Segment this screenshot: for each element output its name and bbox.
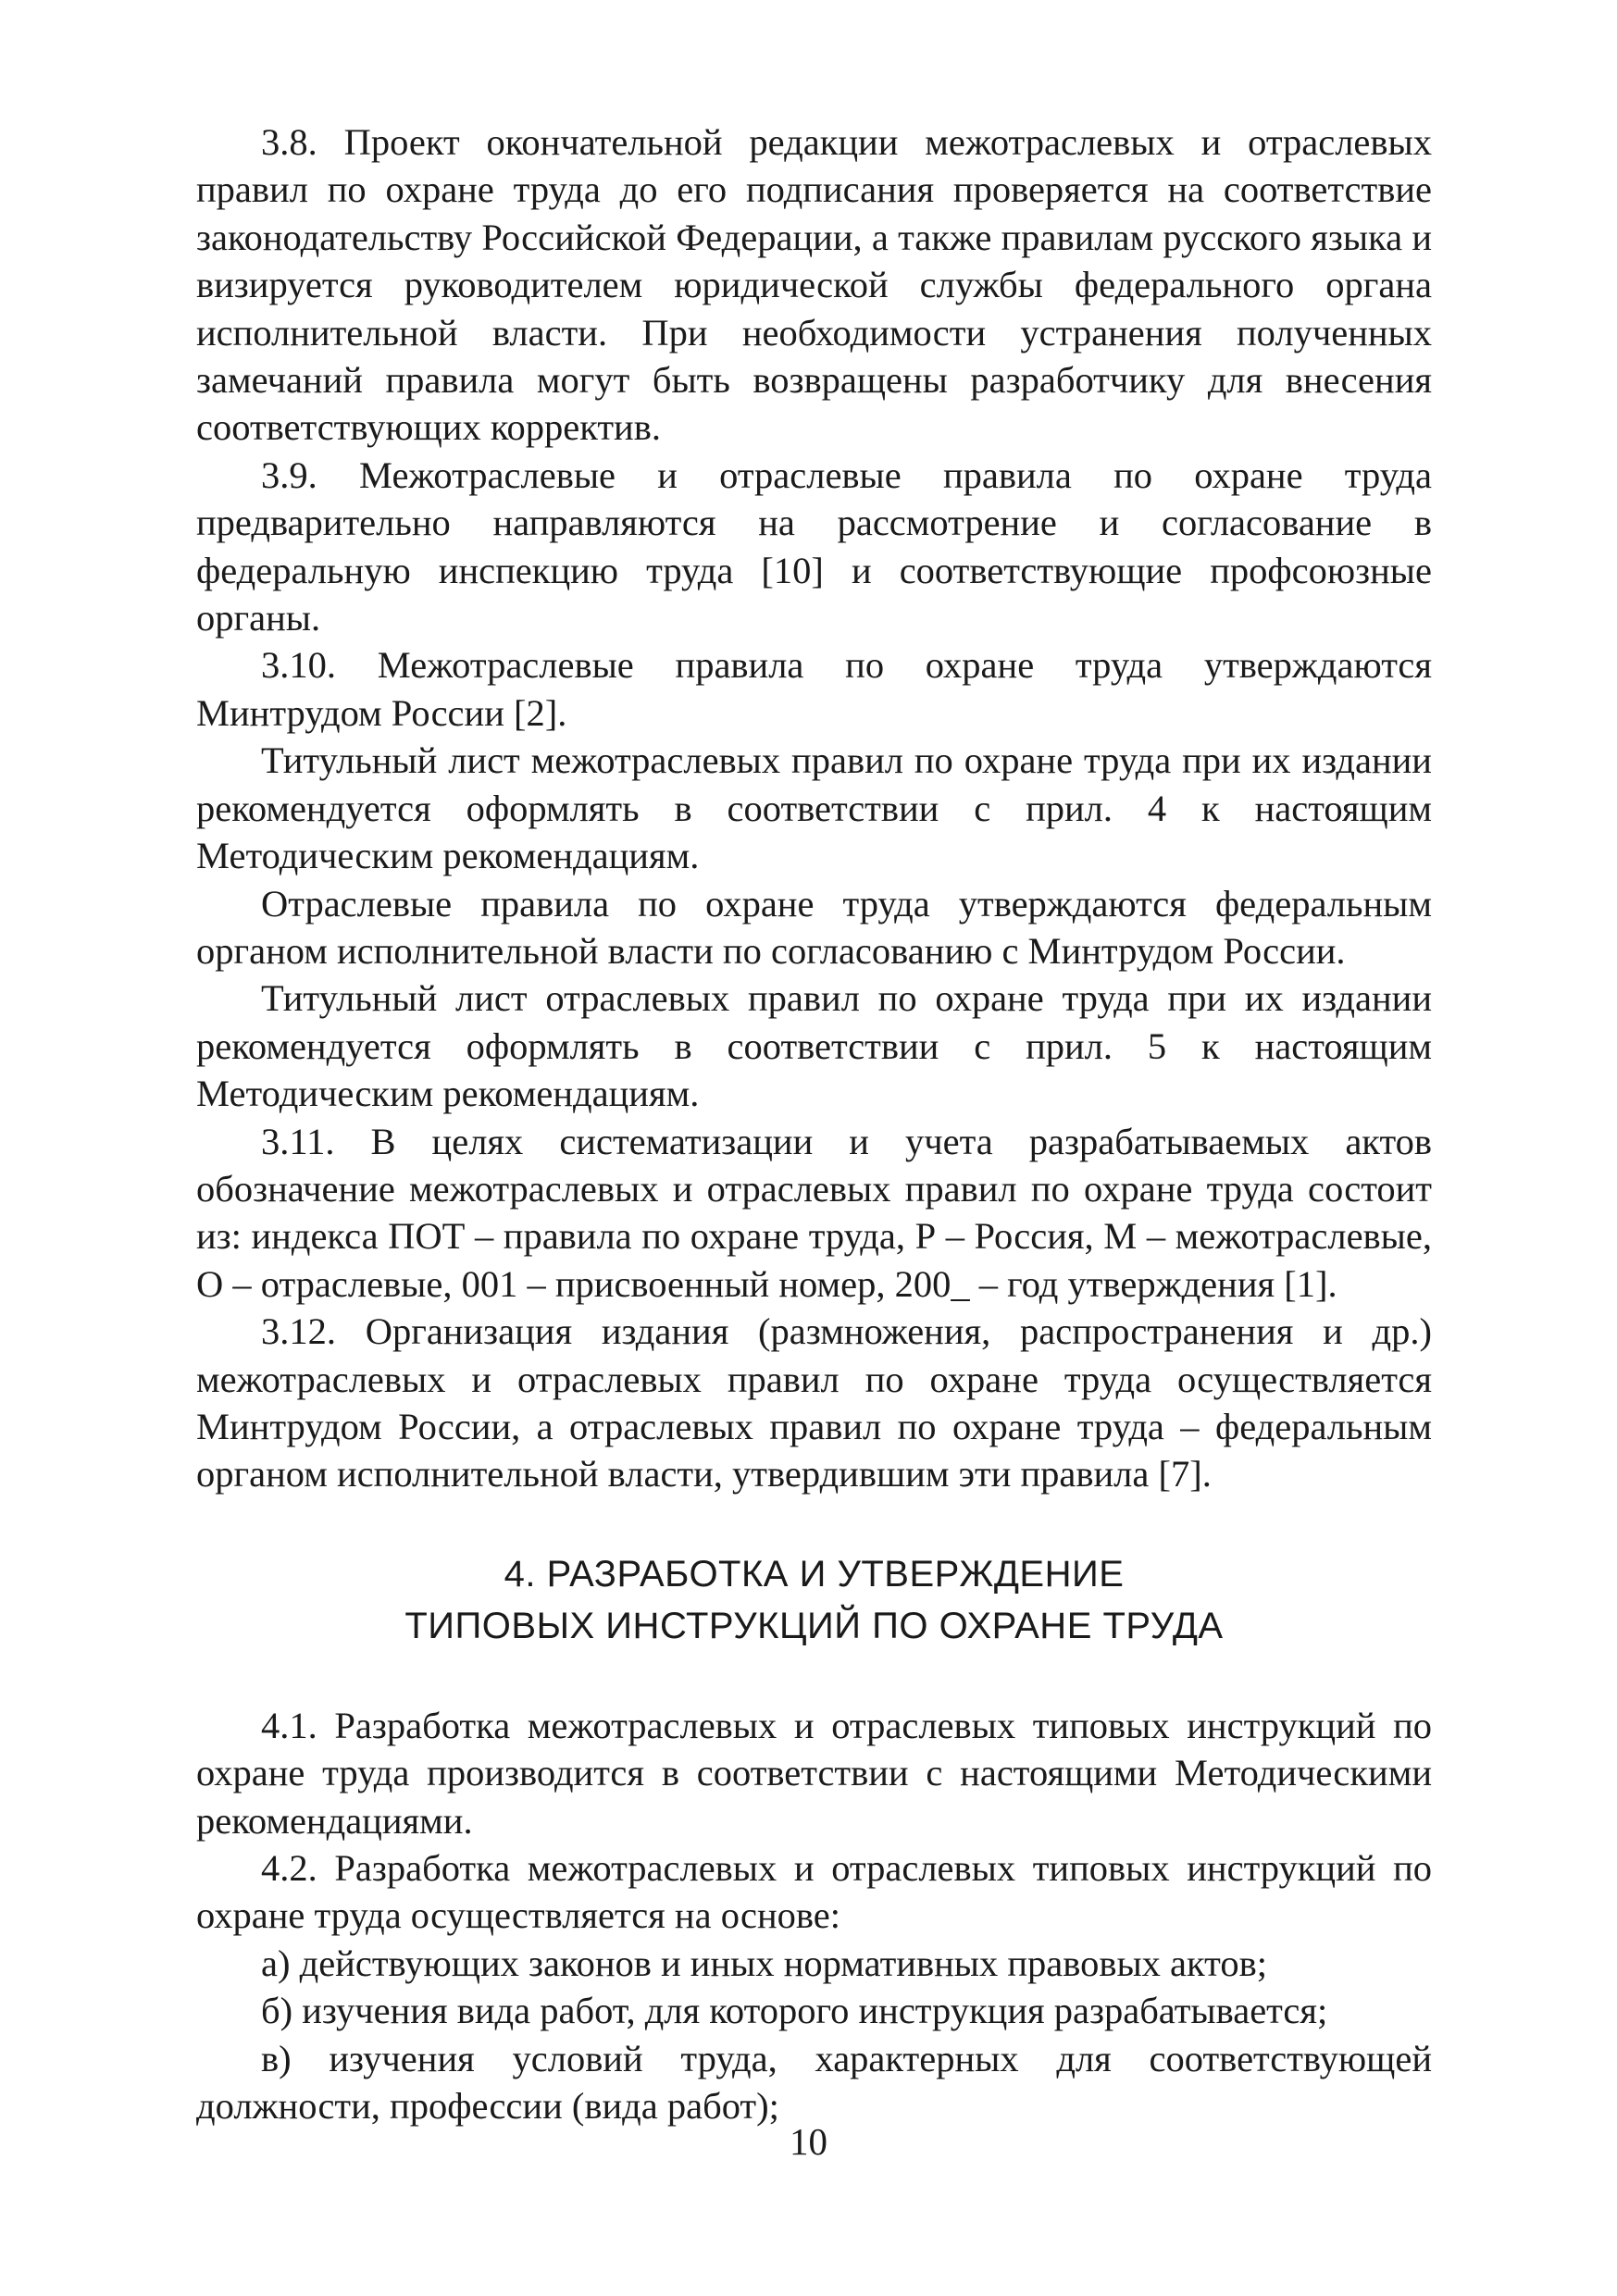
paragraph-sectoral-approval: Отраслевые правила по охране труда утверждаются федеральным органом исполнительной власти по согласованию с Минтрудом России. (196, 882, 1432, 972)
paragraph-3-9: 3.9. Межотраслевые и отраслевые правила по охране труда предварительно направляются на рассмотрение и согласование в федеральную инспекцию труда [10] и соответствующие профсоюзные органы. (196, 453, 1432, 639)
paragraph-title-sheet-intersectoral: Титульный лист межотраслевых правил по охране труда при их издании рекомендуется оформлять в соответствии с прил. 4 к настоящим Методическим рекомендациям. (196, 739, 1432, 877)
list-item-a: а) действующих законов и иных нормативных правовых актов; (261, 1942, 1267, 1984)
paragraph-3-11: 3.11. В целях систематизации и учета разрабатываемых актов обозначение межотраслевых и отраслевых правил по охране труда состоит из: индекса ПОТ – правила по охране труда, Р – Россия, М – межотраслевые, О – отраслевые, 001 – присвоенный номер, 200_ – год утверждения [1]. (196, 1120, 1432, 1305)
section-heading (196, 1548, 1432, 1652)
paragraph-3-12: 3.12. Организация издания (размножения, распространения и др.) межотраслевых и отраслевых правил по охране труда осуществляется Минтрудом России, а отраслевых правил по охране труда – федеральным органом исполнительной власти, утвердившим эти правила [7]. (196, 1310, 1432, 1496)
paragraph-4-1: 4.1. Разработка межотраслевых и отраслевых типовых инструкций по охране труда производится в соответствии с настоящими Методическими рекомендациями. (196, 1704, 1432, 1842)
list-item-b: б) изучения вида работ, для которого инструкция разрабатывается; (261, 1990, 1328, 2032)
paragraph-3-8: 3.8. Проект окончательной редакции межотраслевых и отраслевых правил по охране труда до его подписания проверяется на соответствие законодательству Российской Федерации, а также правилам русского языка и визируется руководителем юридической службы федерального органа исполнительной власти. При необходимости устранения полученных замечаний правила могут быть возвращены разработчику для внесения соответствующих корректив. (196, 121, 1432, 449)
paragraph-4-2: 4.2. Разработка межотраслевых и отраслевых типовых инструкций по охране труда осуществляется на основе: (196, 1847, 1432, 1937)
section-heading-line-2: ТИПОВЫХ ИНСТРУКЦИЙ ПО ОХРАНЕ ТРУДА (404, 1605, 1224, 1646)
document-page (196, 118, 1432, 2129)
page-number: 10 (790, 2120, 827, 2163)
paragraph-title-sheet-sectoral: Титульный лист отраслевых правил по охране труда при их издании рекомендуется оформлять в соответствии с прил. 5 к настоящим Методическим рекомендациям. (196, 977, 1432, 1115)
paragraph-3-10: 3.10. Межотраслевые правила по охране труда утверждаются Минтрудом России [2]. (196, 644, 1432, 734)
section-heading-line-1: 4. РАЗРАБОТКА И УТВЕРЖДЕНИЕ (504, 1553, 1125, 1595)
list-item-v: в) изучения условий труда, характерных для соответствующей должности, профессии (вида работ); (196, 2037, 1432, 2128)
